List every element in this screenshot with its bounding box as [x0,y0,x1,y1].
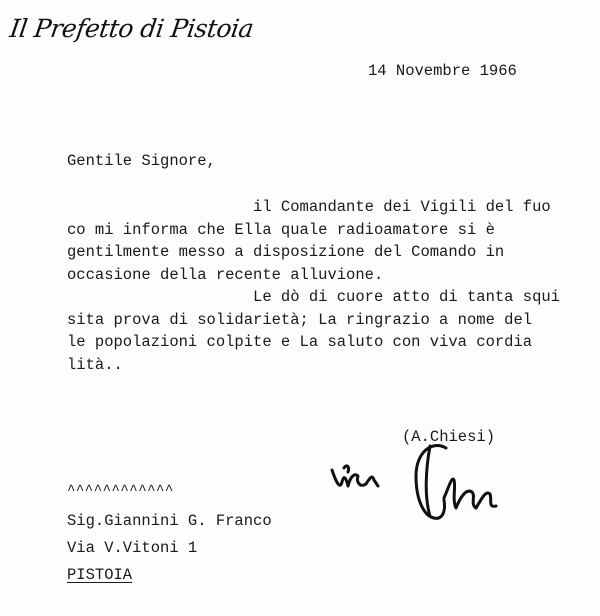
handwritten-signature [326,438,526,528]
recipient-name: Sig.Giannini G. Franco [67,512,272,530]
body-line: occasione della recente alluvione. [67,265,384,284]
separator-line: ^^^^^^^^^^^^ [67,483,174,499]
body-line: il Comandante dei Vigili del fuo [67,198,551,216]
body-line: lità.. [67,355,123,374]
body-line: co mi informa che Ella quale radioamatore si è [67,220,495,239]
letterhead: Il Prefetto di Pistoia [8,14,256,43]
recipient-city: PISTOIA [67,566,133,584]
letter-body [67,196,600,376]
salutation: Gentile Signore, [67,152,216,170]
body-line: sita prova di solidarietà; La ringrazio a nome del [67,310,533,329]
body-line: Le dò di cuore atto di tanta squi [67,288,560,306]
recipient-address [67,508,272,589]
recipient-street: Via V.Vitoni 1 [67,539,198,557]
letter-date: 14 Novembre 1966 [368,62,517,80]
signatory-name: (A.Chiesi) [402,428,496,446]
body-line: le popolazioni colpite e La saluto con viva cordia [67,333,533,351]
body-line: gentilmente messo a disposizione del Comando in [67,243,505,261]
